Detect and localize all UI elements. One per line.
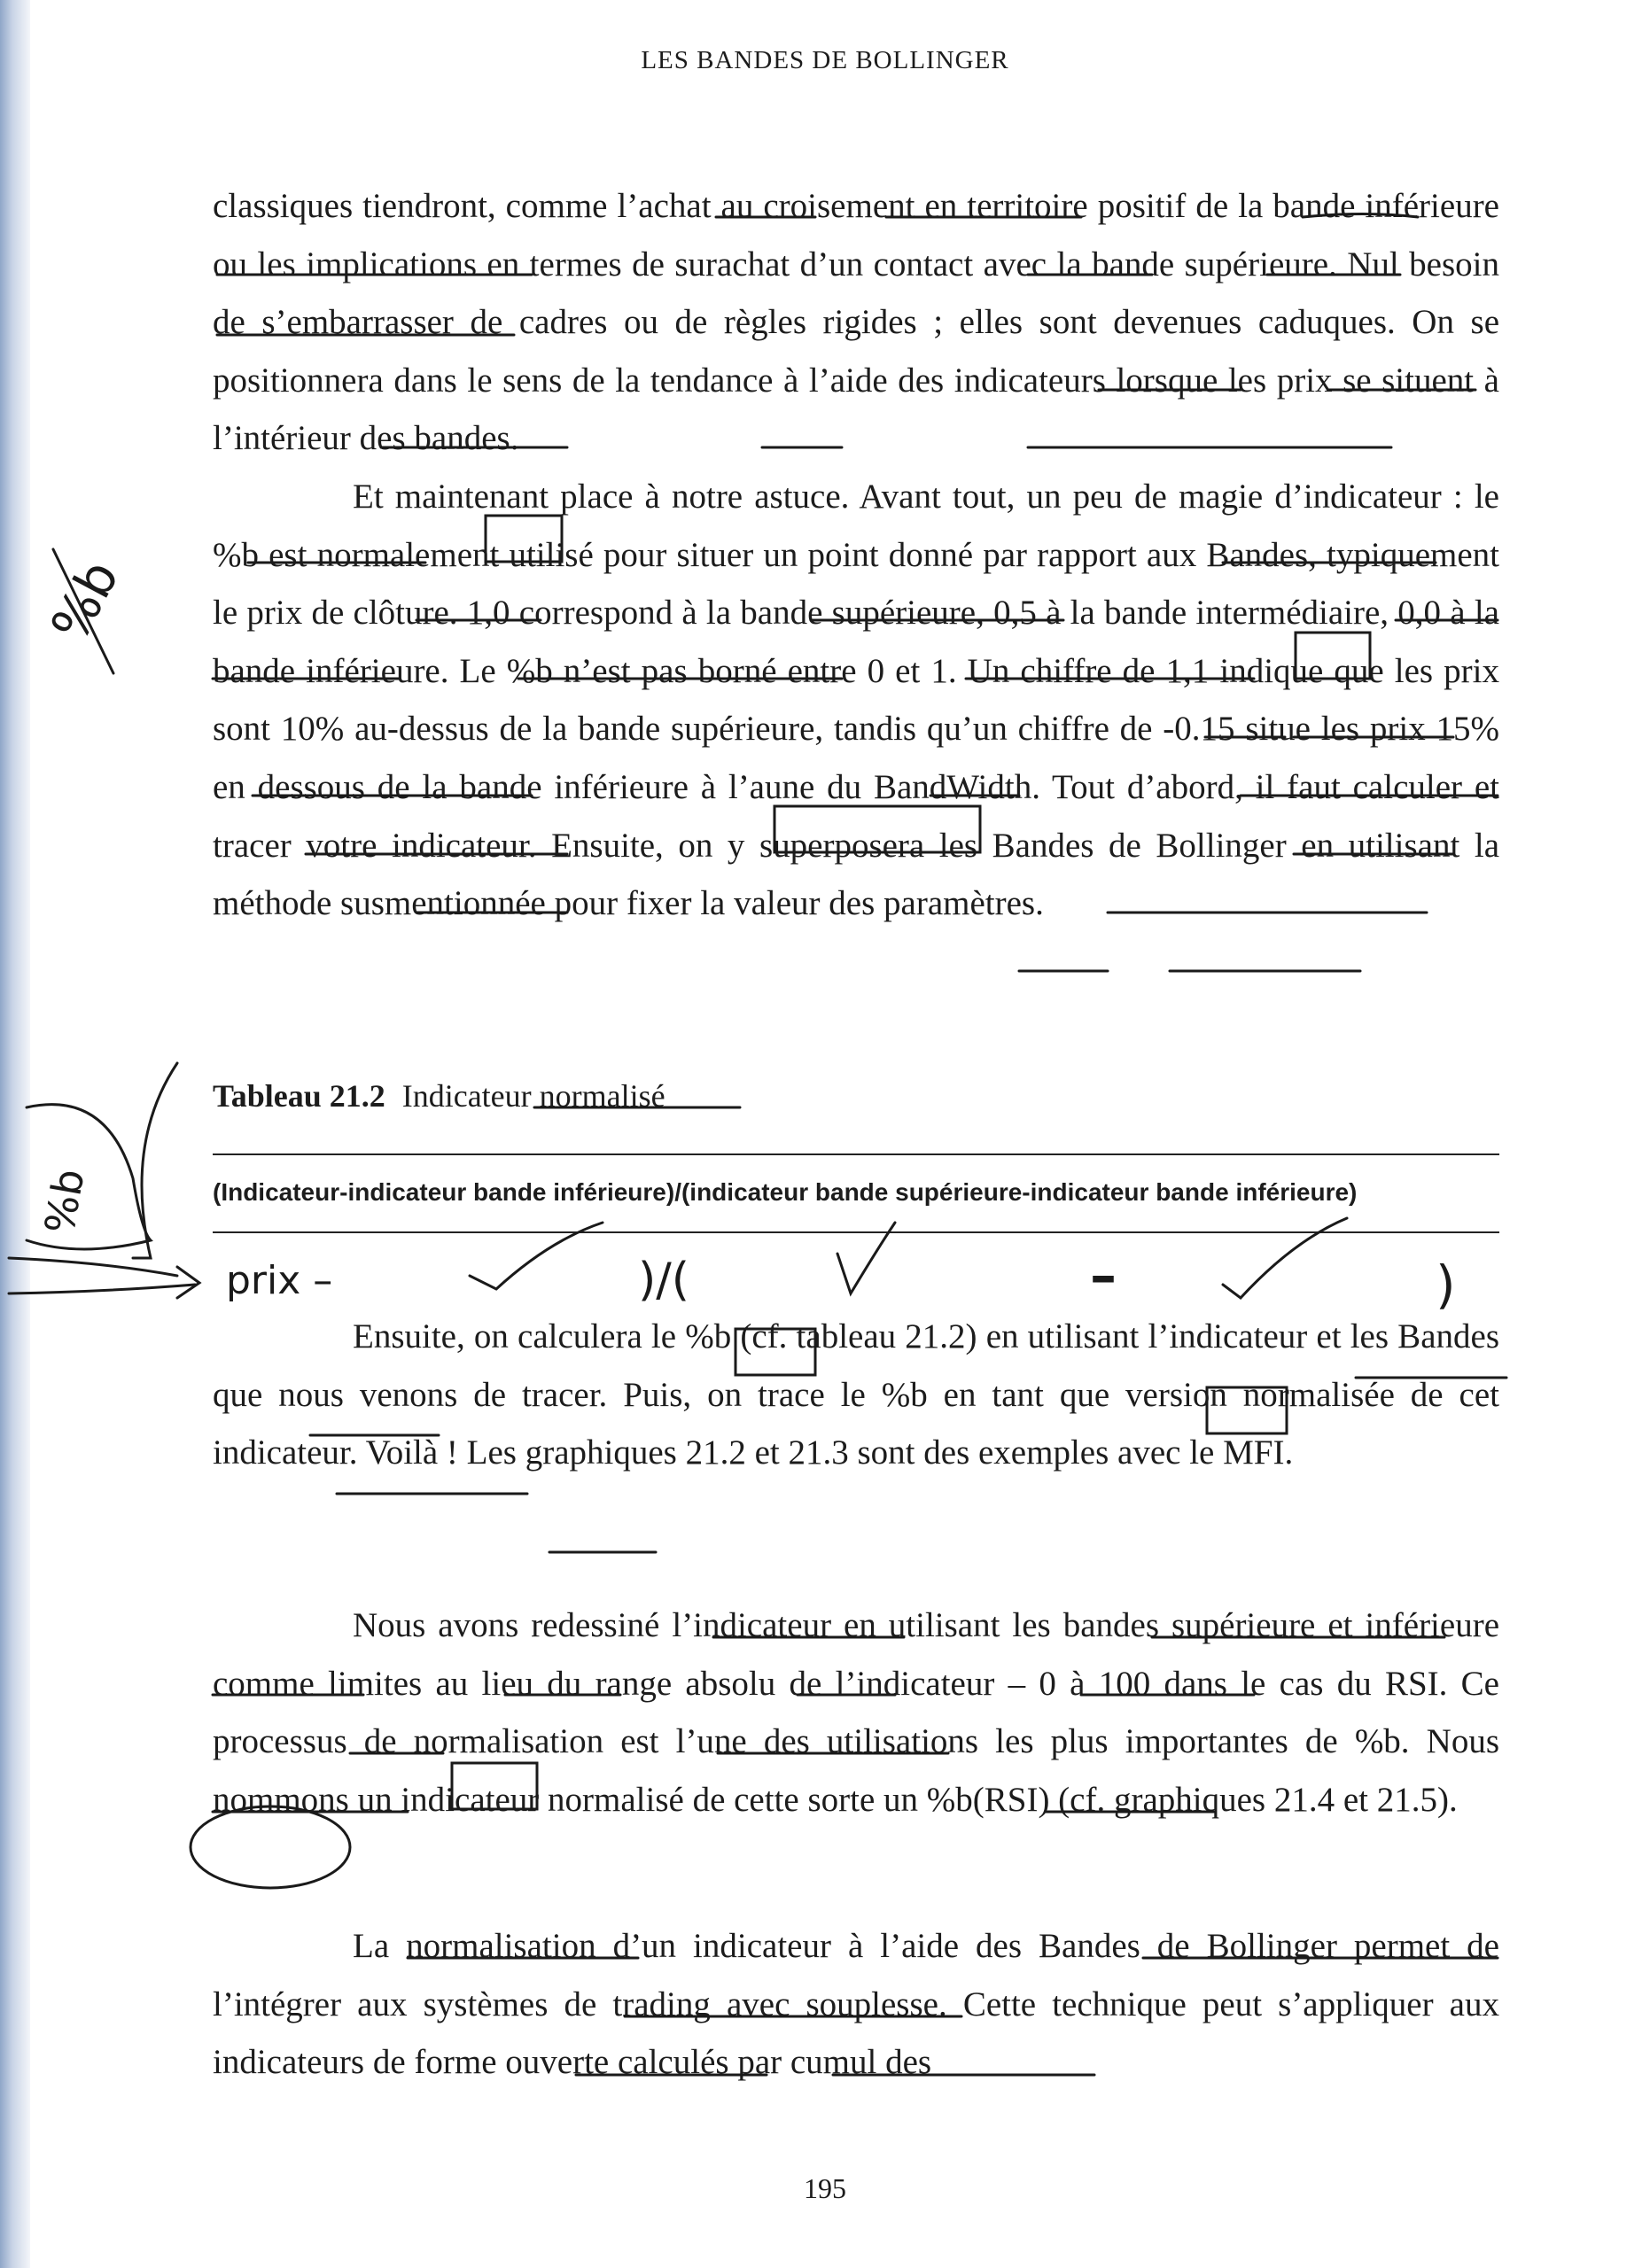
- arrow-line-1: [9, 1258, 177, 1276]
- tick-mark-3: [1223, 1218, 1347, 1298]
- formula-note-start: prix –: [226, 1258, 333, 1303]
- paragraph-5: La normalisation d’un indicateur à l’aide des Bandes de Bollinger permet de l’intégrer aux systèmes de trading avec souplesse. Cette technique peut s’appliquer aux indicateurs de forme ouverte calculés par cumul des: [213, 1927, 1499, 2082]
- margin-strike-top: [53, 549, 113, 673]
- margin-note-box: [27, 1105, 151, 1249]
- table-label: Tableau 21.2: [213, 1078, 385, 1114]
- formula-note-dash: –: [1090, 1245, 1117, 1307]
- formula-note-end: ): [1436, 1254, 1456, 1315]
- formula-note-mid: )/(: [638, 1254, 690, 1307]
- margin-bracket: [133, 1063, 177, 1258]
- arrow-line-2: [9, 1285, 195, 1293]
- margin-note-table: %b: [35, 1165, 94, 1238]
- tick-mark-2: [837, 1223, 895, 1293]
- margin-note-top: %b: [39, 550, 131, 651]
- paragraph-4: Nous avons redessiné l’indicateur en utilisant les bandes supérieure et inférieure comme limites au lieu du range absolu de l’indicateur – 0 à 100 dans le cas du RSI. Ce processus de normalisation est l’une des utilisations les plus importantes de %b. Nous nommons un indicateur normalisé de cette sorte un %b(RSI) (cf. graphiques 21.4 et 21.5).: [213, 1606, 1499, 1819]
- page-number: 195: [804, 2172, 846, 2204]
- paragraph-3: Ensuite, on calculera le %b (cf. tableau 21.2) en utilisant l’indicateur et les Bandes que nous venons de tracer. Puis, on trace le %b en tant que version normalisée de cet indicateur. Voilà ! Les graphiques 21.2 et 21.3 sont des exemples avec le MFI.: [213, 1317, 1499, 1472]
- table-caption: [213, 1077, 665, 1115]
- arrow-head: [177, 1267, 199, 1298]
- table-formula: (Indicateur-indicateur bande inférieure)/(indicateur bande supérieure-indicateur bande inférieure): [213, 1178, 1358, 1206]
- table-title: Indicateur normalisé: [401, 1078, 665, 1114]
- paragraph-1: classiques tiendront, comme l’achat au croisement en territoire positif de la bande inférieure ou les implications en termes de surachat d’un contact avec la bande supérieure. Nul besoin de s’embarrasser de cadres ou de règles rigides ; elles sont devenues caduques. On se positionnera dans le sens de la tendance à l’aide des indicateurs lorsque les prix se situent à l’intérieur des bandes.: [213, 187, 1499, 458]
- table-rule-top: [213, 1153, 1499, 1155]
- running-header: LES BANDES DE BOLLINGER: [641, 46, 1009, 74]
- scan-page-edge: [0, 0, 30, 2268]
- paragraph-2: Et maintenant place à notre astuce. Avant tout, un peu de magie d’indicateur : le %b est normalement utilisé pour situer un point donné par rapport aux Bandes, typiquement le prix de clôture. 1,0 correspond à la bande supérieure, 0,5 à la bande intermédiaire, 0,0 à la bande inférieure. Le %b n’est pas borné entre 0 et 1. Un chiffre de 1,1 indique que les prix sont 10% au-dessus de la bande supérieure, tandis qu’un chiffre de -0.15 situe les prix 15% en dessous de la bande inférieure à l’aune du BandWidth. Tout d’abord, il faut calculer et tracer votre indicateur. Ensuite, on y superposera les Bandes de Bollinger en utilisant la méthode susmentionnée pour fixer la valeur des paramètres.: [213, 478, 1499, 923]
- table-rule-bottom: [213, 1231, 1499, 1233]
